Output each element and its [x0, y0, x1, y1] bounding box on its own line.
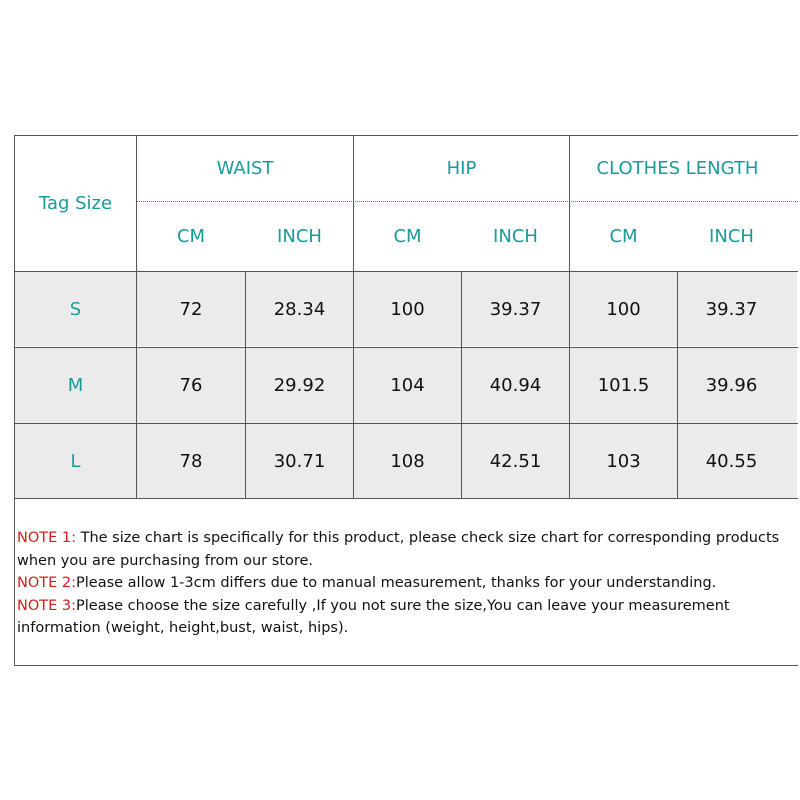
table-cell: 40.94 [489, 375, 542, 396]
note-2 [17, 572, 792, 595]
note-1-label: NOTE 1: [17, 530, 76, 546]
note-3 [17, 595, 792, 640]
note-1 [17, 527, 792, 572]
table-cell: 39.37 [705, 299, 758, 320]
table-bottom-line [14, 498, 798, 499]
waist-cm-header: CM [176, 226, 206, 247]
table-cell: 29.92 [273, 375, 326, 396]
waist-inch-header: INCH [277, 226, 322, 247]
table-cell: 104 [390, 375, 425, 396]
length-inch-header: INCH [709, 226, 754, 247]
table-cell: 78 [179, 450, 203, 472]
length-cm-header: CM [609, 226, 638, 247]
table-cell: 39.96 [705, 375, 758, 396]
note-2-text: Please allow 1-3cm differs due to manual measurement, thanks for your understanding. [76, 575, 717, 591]
notes-section [17, 527, 792, 640]
clothes-length-header: CLOTHES LENGTH [596, 158, 759, 179]
size-label-s: S [69, 299, 82, 320]
note-3-text: Please choose the size carefully ,If you not sure the size,You can leave your measurement information (weight, height,bust, waist, hips). [17, 597, 730, 636]
size-label-l: L [70, 450, 81, 472]
tag-size-header: Tag Size [38, 193, 113, 214]
table-cell: 103 [606, 450, 641, 472]
hip-cm-header: CM [393, 226, 422, 247]
hip-header: HIP [446, 158, 477, 179]
table-cell: 39.37 [489, 299, 542, 320]
table-cell: 40.55 [705, 450, 758, 472]
table-cell: 30.71 [273, 450, 326, 472]
table-cell: 42.51 [489, 450, 542, 472]
note-2-label: NOTE 2: [17, 575, 76, 591]
waist-header: WAIST [216, 158, 274, 179]
table-cell: 108 [390, 450, 425, 472]
table-cell: 72 [179, 299, 203, 320]
table-cell: 76 [179, 375, 203, 396]
table-cell: 101.5 [597, 375, 650, 396]
table-cell: 28.34 [273, 299, 326, 320]
table-cell: 100 [606, 299, 641, 320]
hip-inch-header: INCH [493, 226, 538, 247]
note-1-text: The size chart is specifically for this product, please check size chart for corresponding products when you are purchasing from our store. [17, 530, 780, 569]
note-3-label: NOTE 3: [17, 597, 76, 614]
size-label-m: M [67, 375, 84, 396]
table-cell: 100 [390, 299, 425, 320]
